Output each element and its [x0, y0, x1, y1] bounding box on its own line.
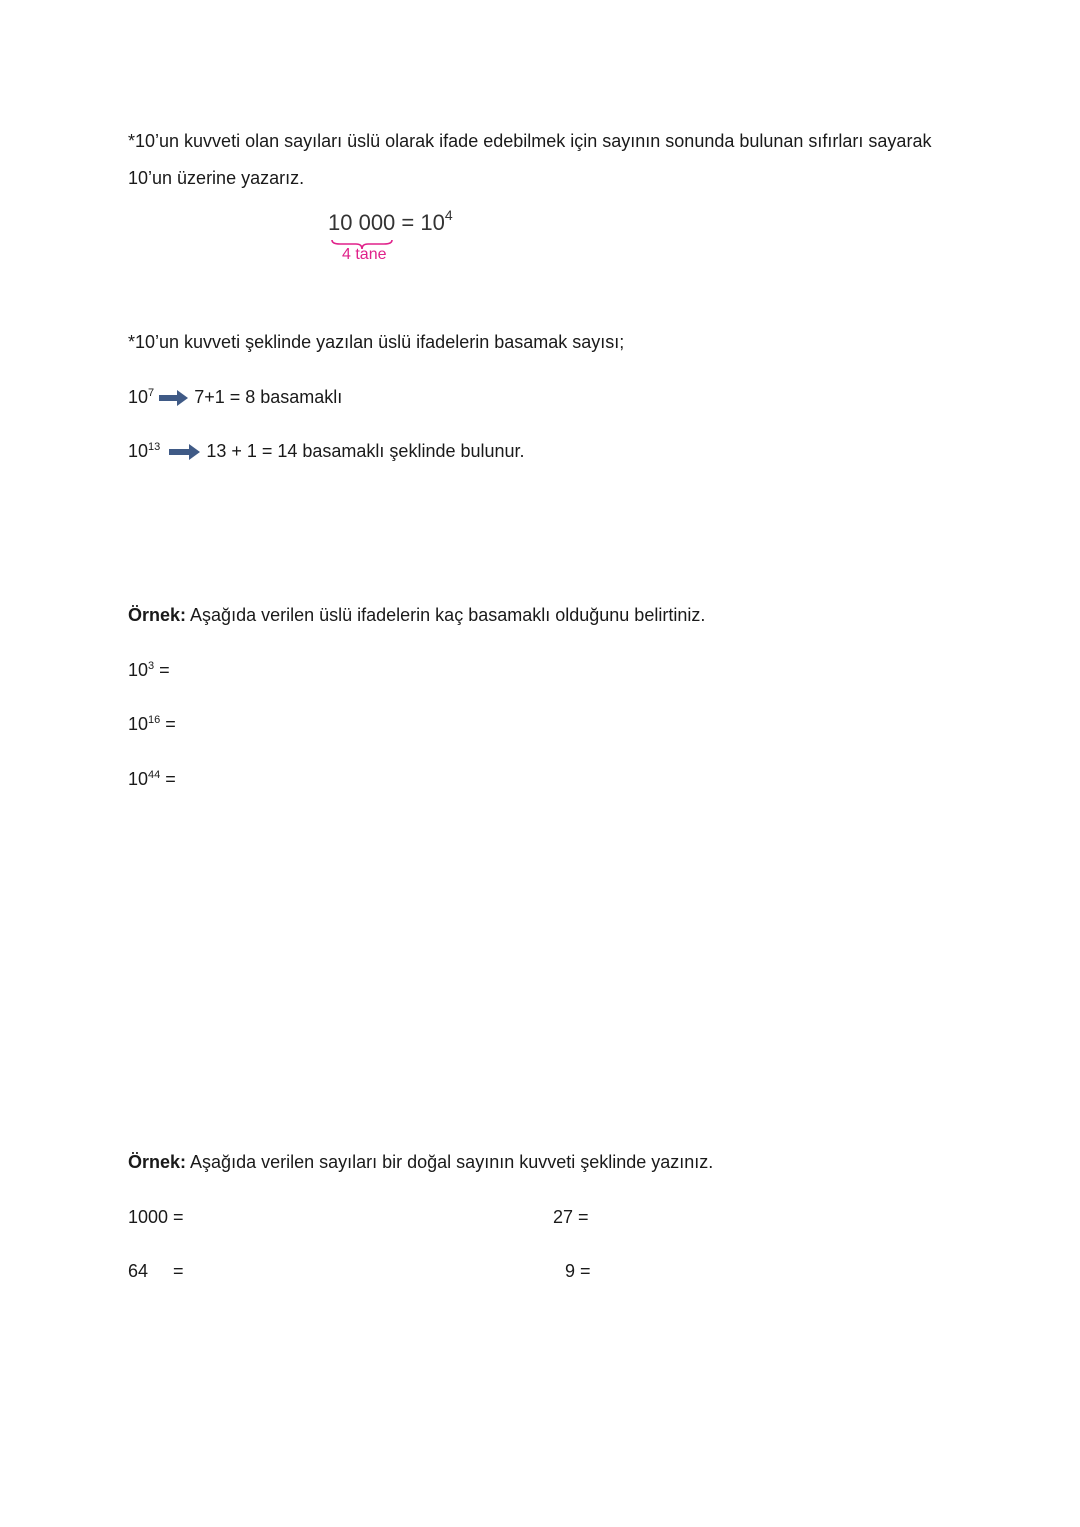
example2-prompt	[128, 1151, 713, 1173]
item-equals: =	[160, 769, 176, 789]
brace-label: 4 tane	[342, 246, 387, 263]
figure-equation	[328, 207, 453, 236]
example2-item: 9 =	[565, 1261, 591, 1281]
intro-line-2: 10’un üzerine yazarız.	[128, 168, 305, 188]
item-exponent: 16	[148, 714, 161, 726]
rule-base: 10	[128, 441, 149, 461]
example2-item: 64 =	[128, 1261, 184, 1281]
rule-example-2	[128, 440, 525, 462]
rule-base: 10	[128, 387, 149, 407]
rule-result: 13 + 1 = 14 basamaklı şeklinde bulunur.	[206, 441, 525, 461]
digits-rule-heading: *10’un kuvveti şeklinde yazılan üslü ifadelerin basamak sayısı;	[128, 332, 625, 352]
rule-exponent: 13	[148, 441, 161, 453]
item-base: 10	[128, 769, 149, 789]
example2-item: 27 =	[553, 1207, 589, 1227]
item-exponent: 44	[148, 769, 161, 781]
example2-text: Aşağıda verilen sayıları bir doğal sayının kuvveti şeklinde yazınız.	[186, 1152, 714, 1172]
example1-item	[128, 768, 176, 790]
example1-prompt	[128, 604, 705, 626]
item-base: 10	[128, 660, 149, 680]
figure-exponent: 4	[444, 207, 453, 223]
item-equals: =	[160, 714, 176, 734]
item-equals: =	[154, 660, 170, 680]
item-exponent: 3	[148, 660, 155, 672]
example1-label: Örnek:	[128, 605, 187, 625]
example1-text: Aşağıda verilen üslü ifadelerin kaç basamaklı olduğunu belirtiniz.	[186, 605, 706, 625]
figure-equation-left: 10 000 = 10	[328, 210, 445, 235]
example2-item: 1000 =	[128, 1207, 184, 1227]
example1-item	[128, 659, 170, 681]
rule-result: 7+1 = 8 basamaklı	[194, 387, 343, 407]
rule-exponent: 7	[148, 387, 155, 399]
example1-item	[128, 713, 176, 735]
item-base: 10	[128, 714, 149, 734]
example2-label: Örnek:	[128, 1152, 187, 1172]
intro-line-1: *10’un kuvveti olan sayıları üslü olarak ifade edebilmek için sayının sonunda bulunan sıfırları sayarak	[128, 131, 932, 151]
right-arrow-icon	[159, 389, 189, 407]
rule-example-1	[128, 386, 342, 408]
right-arrow-icon	[169, 443, 201, 461]
example-figure	[328, 208, 468, 270]
